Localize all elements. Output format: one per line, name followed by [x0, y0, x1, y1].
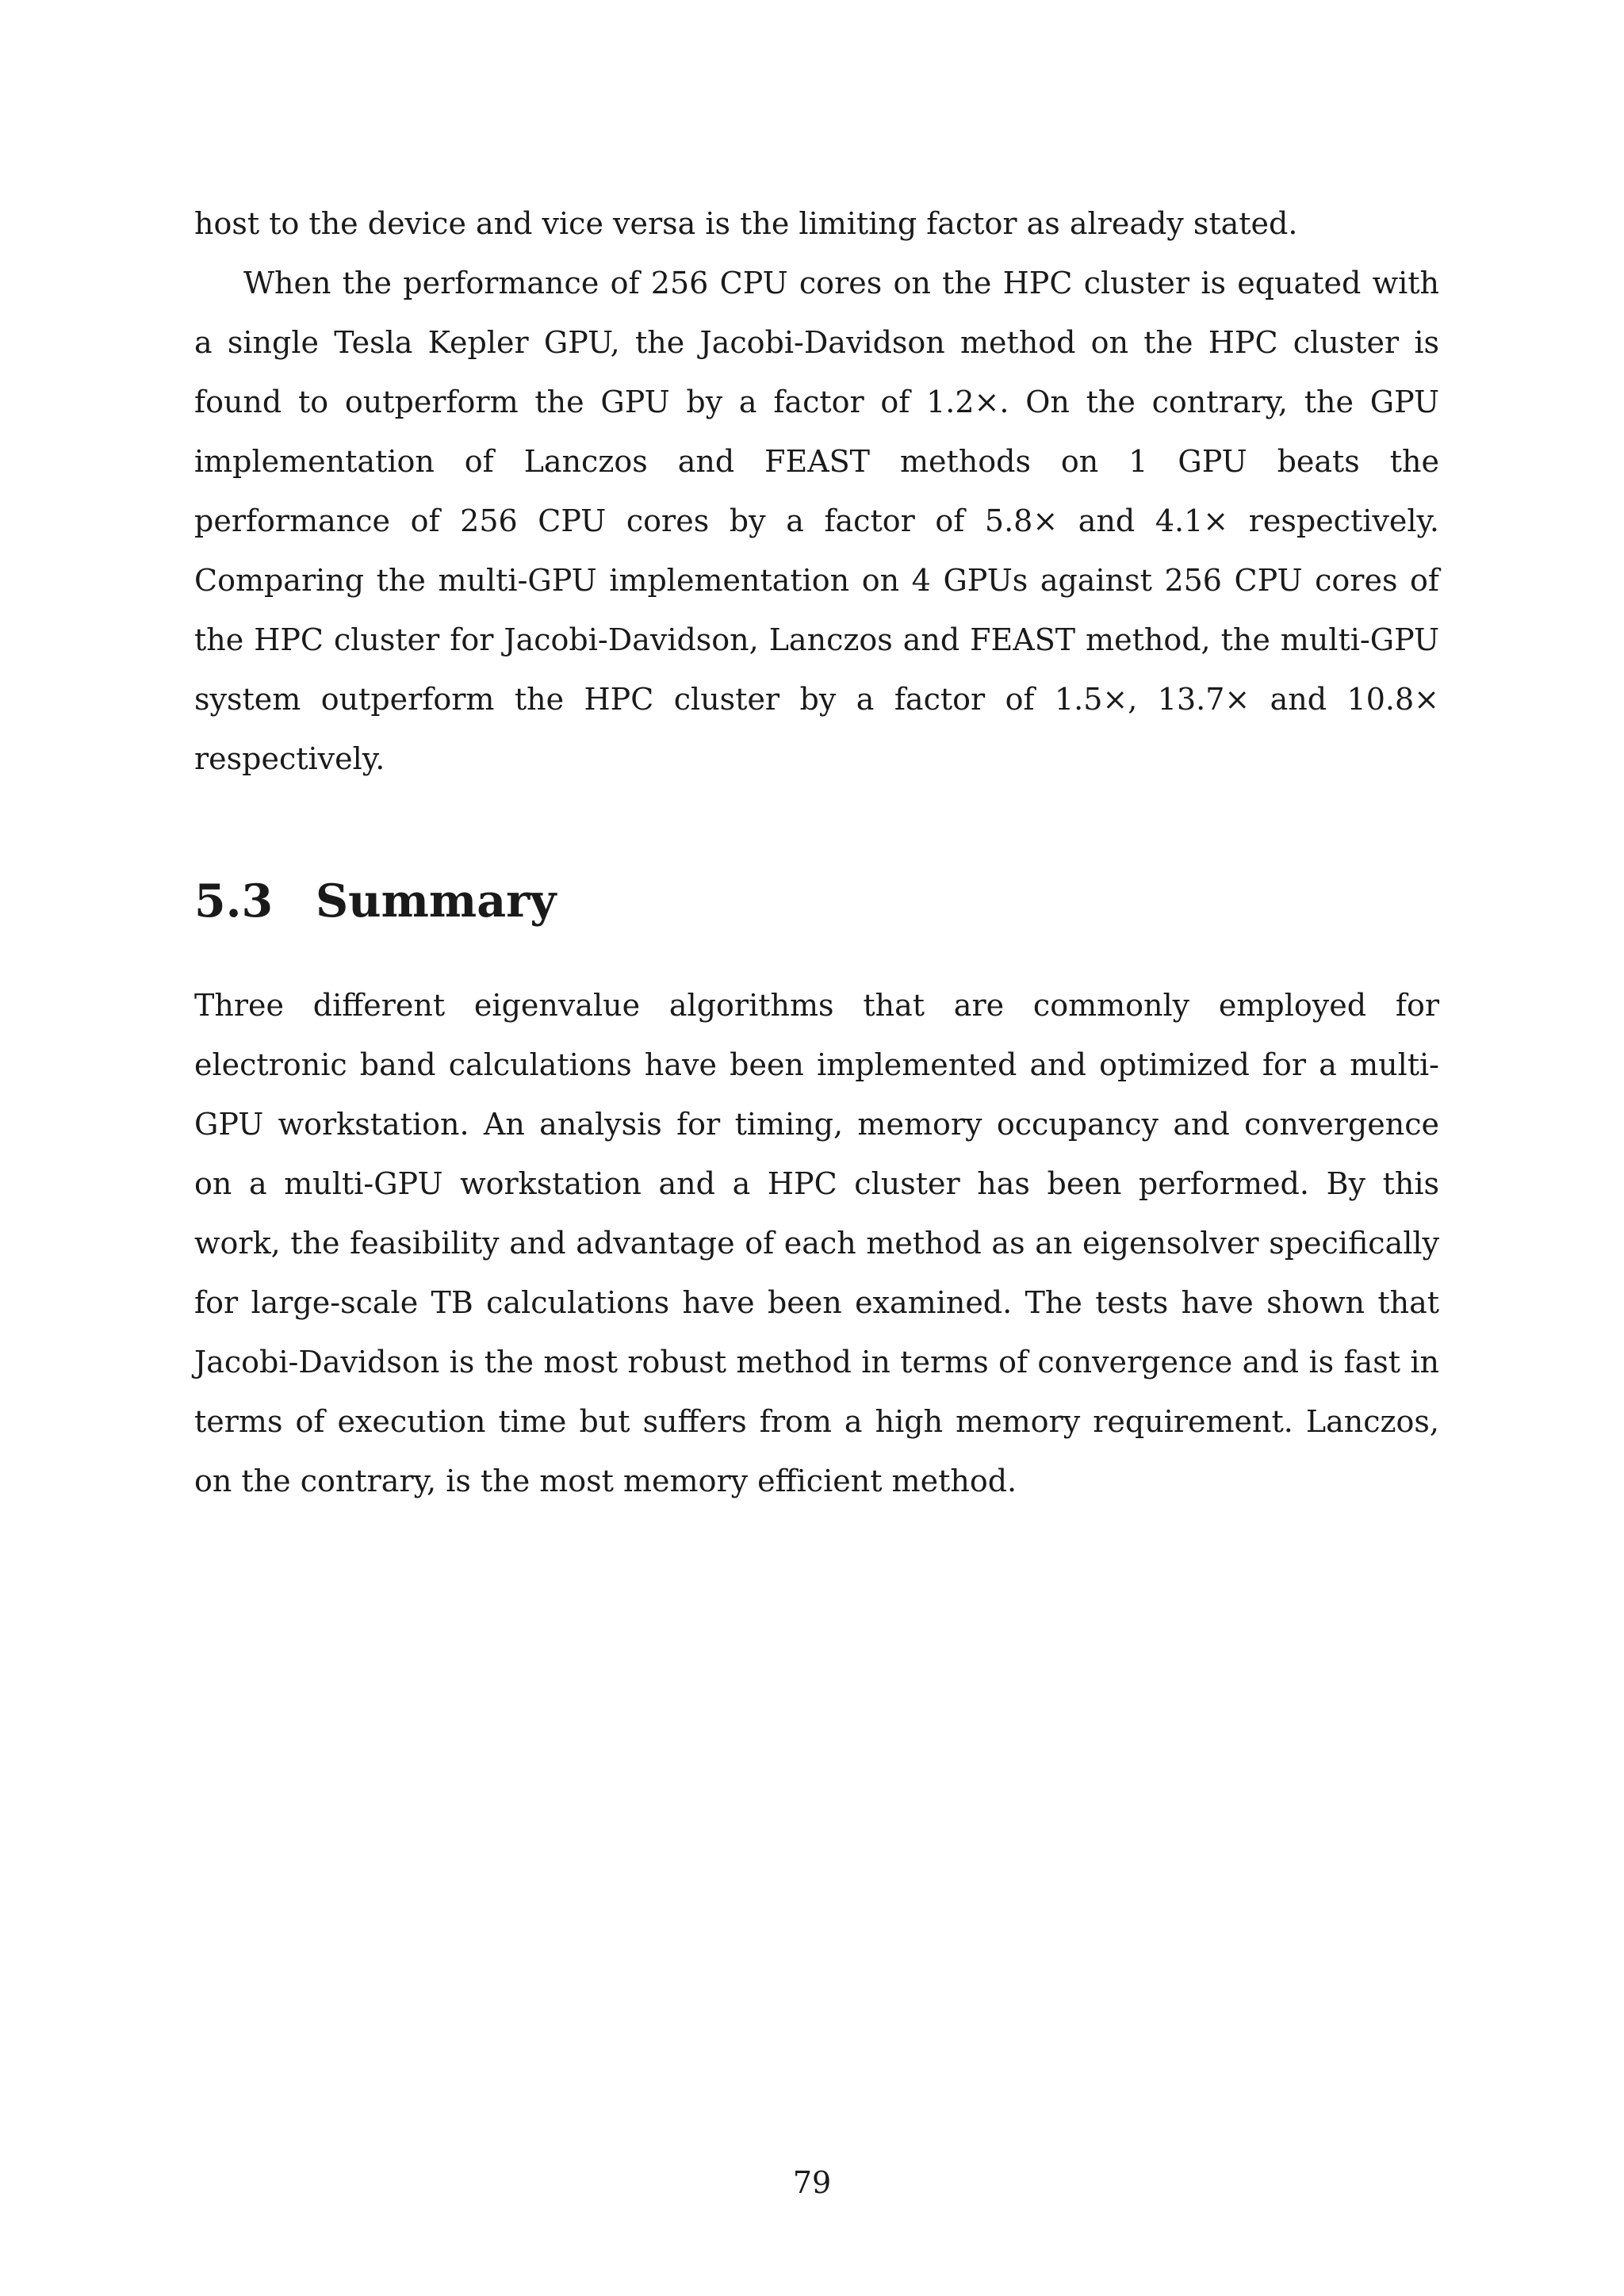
page-body: [194, 194, 1439, 1511]
paragraph-continuation: host to the device and vice versa is the limiting factor as already stated.: [194, 206, 1298, 241]
section-title: Summary: [316, 874, 557, 928]
paragraph-performance-comparison: When the performance of 256 CPU cores on the HPC cluster is equated with a single Tesla Kepler GPU, the Jacobi-Davidson method on the HPC cluster is found to outperform the GPU by a factor of 1.2×. On the contrary, the GPU implementation of Lanczos and FEAST methods on 1 GPU beats the performance of 256 CPU cores by a factor of 5.8× and 4.1× respectively. Comparing the multi-GPU implementation on 4 GPUs against 256 CPU cores of the HPC cluster for Jacobi-Davidson, Lanczos and FEAST method, the multi-GPU system outperform the HPC cluster by a factor of 1.5×, 13.7× and 10.8× respectively.: [194, 266, 1439, 776]
paragraph-summary: Three different eigenvalue algorithms that are commonly employed for electronic band calculations have been implemented and optimized for a multi-GPU workstation. An analysis for timing, memory occupancy and convergence on a multi-GPU workstation and a HPC cluster has been performed. By this work, the feasibility and advantage of each method as an eigensolver specifically for large-scale TB calculations have been examined. The tests have shown that Jacobi-Davidson is the most robust method in terms of convergence and is fast in terms of execution time but suffers from a high memory requirement. Lanczos, on the contrary, is the most memory efficient method.: [194, 988, 1439, 1498]
section-heading: [194, 870, 1439, 933]
section-number: 5.3: [194, 874, 274, 928]
page-number: 79: [792, 2165, 832, 2200]
